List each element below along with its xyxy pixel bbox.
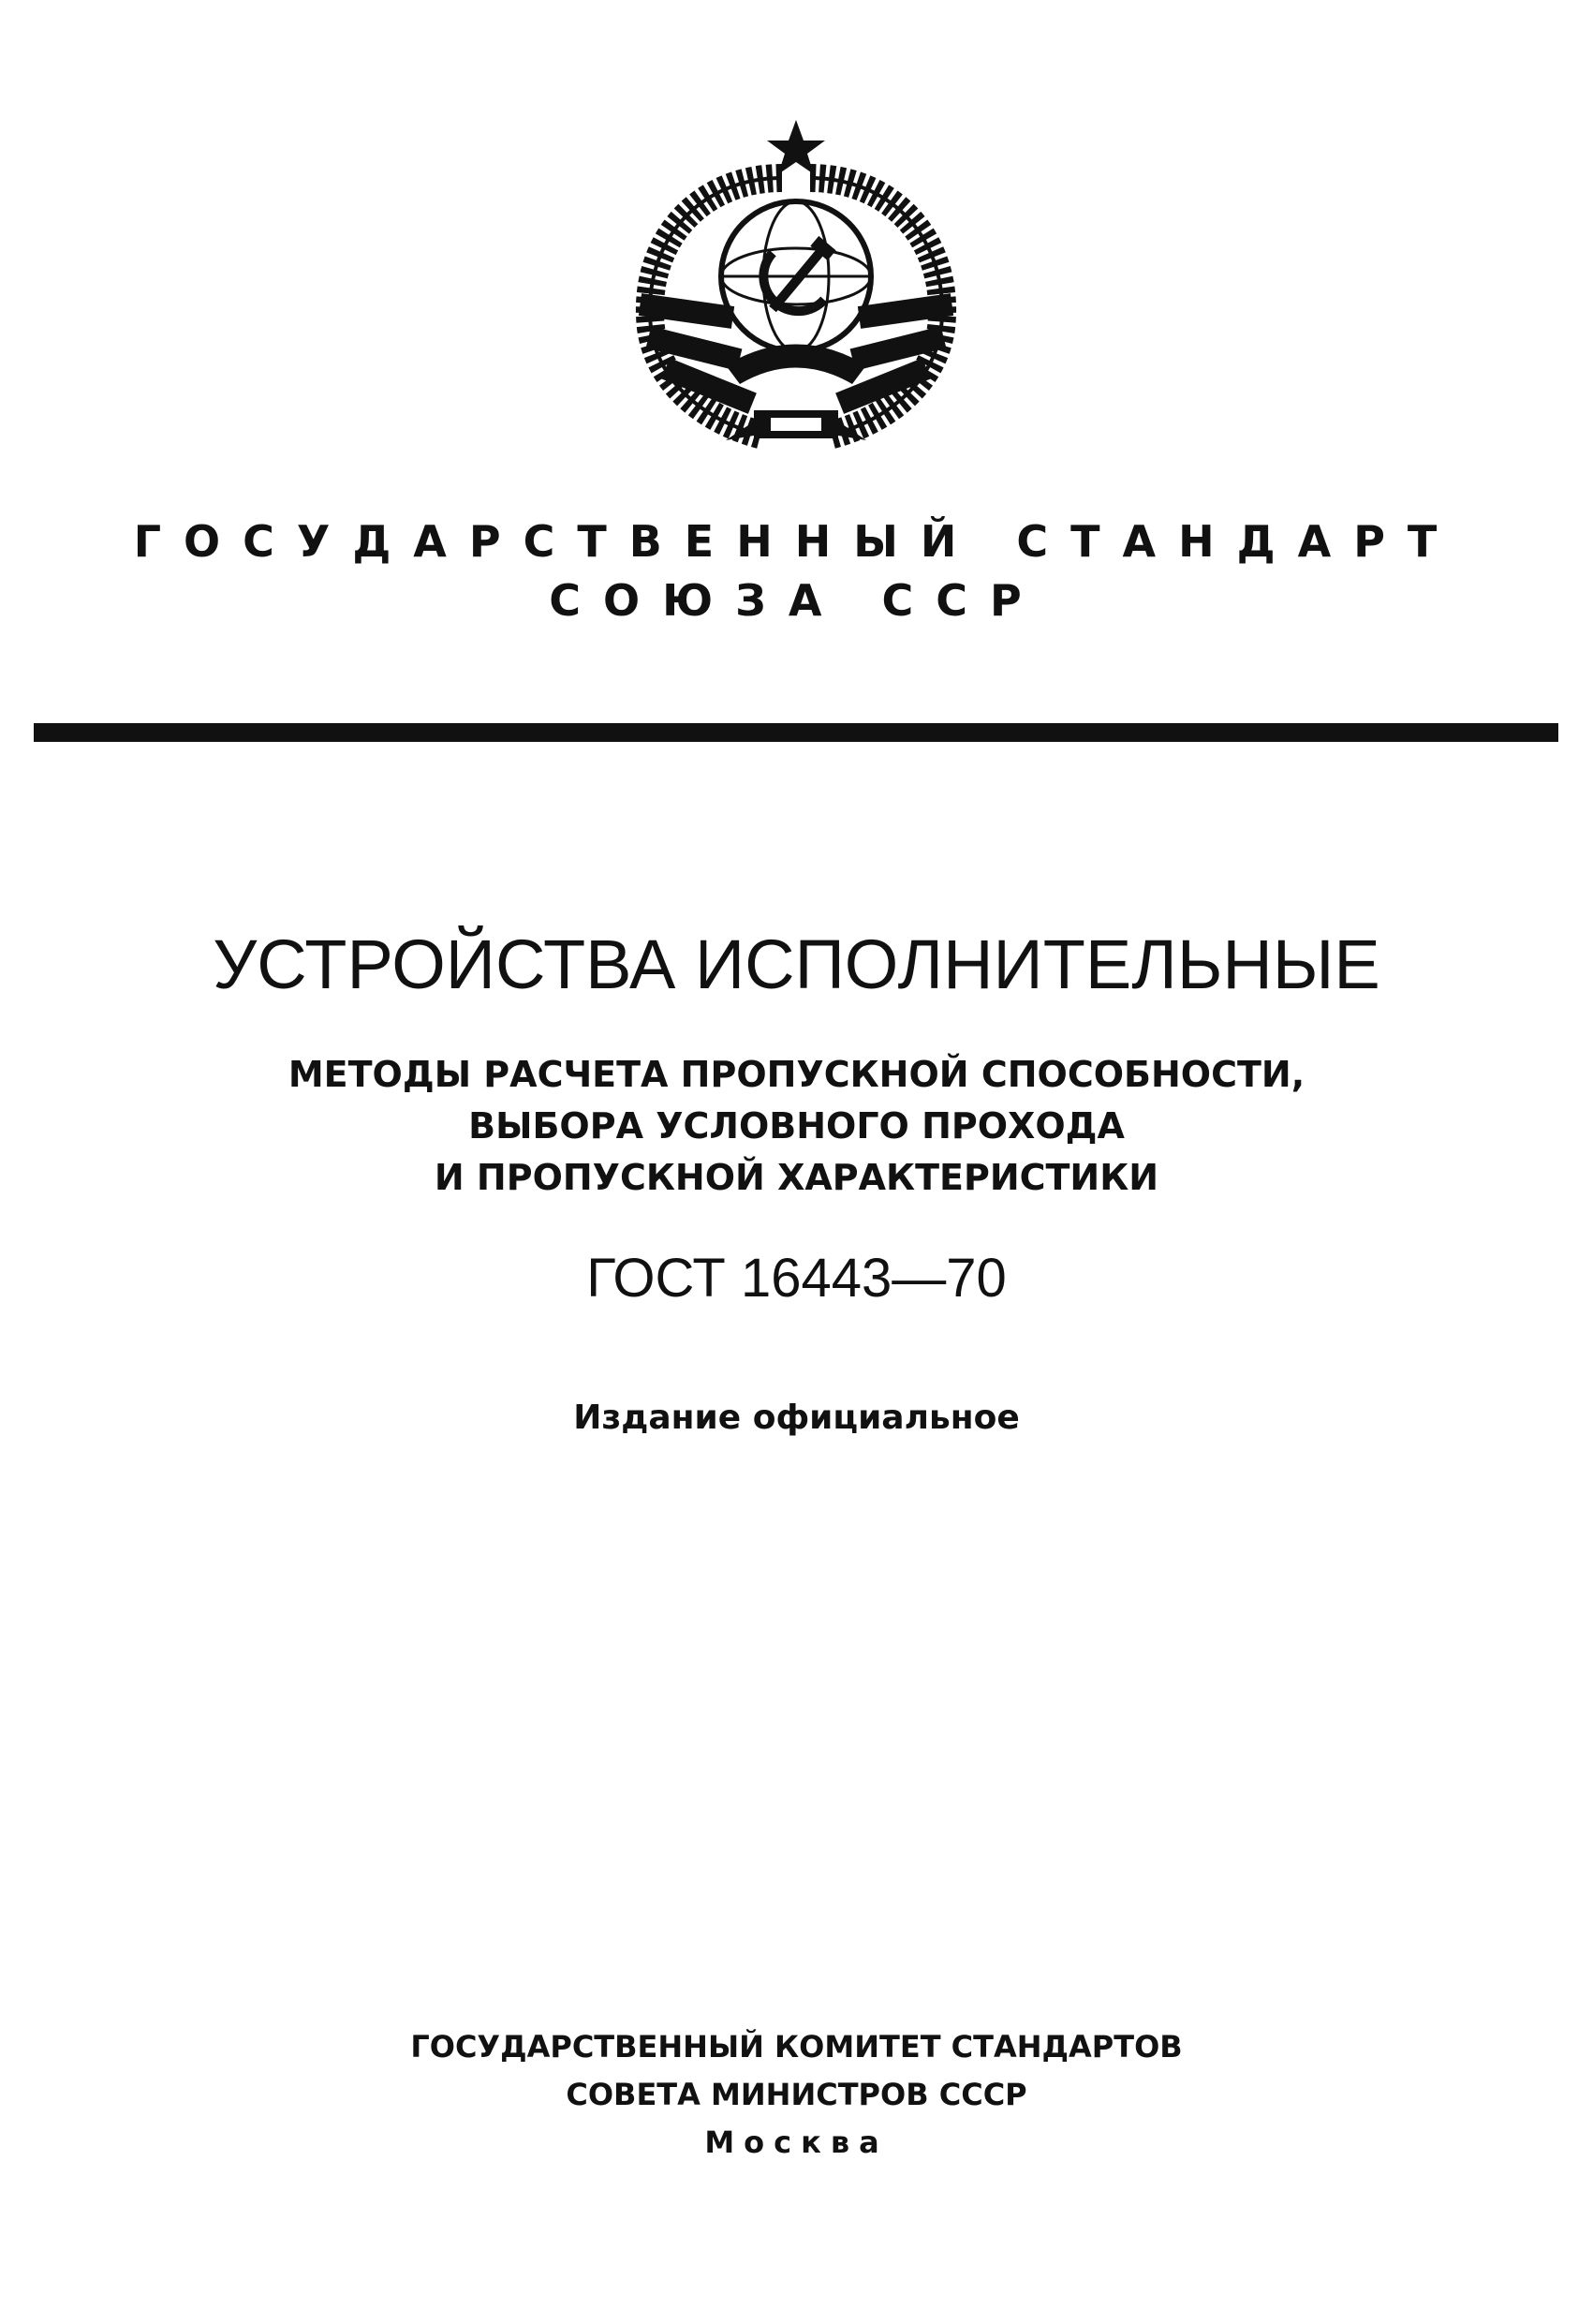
emblem-icon [613,112,979,459]
ussr-emblem-image [613,112,979,459]
publisher-block [0,2023,1593,2167]
subtitle-line: МЕТОДЫ РАСЧЕТА ПРОПУСКНОЙ СПОСОБНОСТИ, [288,1054,1305,1095]
subtitle-line: И ПРОПУСКНОЙ ХАРАКТЕРИСТИКИ [434,1157,1159,1198]
publisher-line: ГОСУДАРСТВЕННЫЙ КОМИТЕТ СТАНДАРТОВ [410,2029,1183,2065]
publisher-line: СОВЕТА МИНИСТРОВ СССР [566,2077,1027,2112]
header-state-standard: ГОСУДАРСТВЕННЫЙ СТАНДАРТ [133,516,1460,567]
standard-number: ГОСТ 16443—70 [586,1248,1007,1309]
header-ussr: СОЮЗА ССР [549,575,1044,626]
edition-label: Издание официальное [573,1399,1020,1437]
horizontal-rule [34,723,1558,742]
subtitle-line: ВЫБОРА УСЛОВНОГО ПРОХОДА [468,1105,1125,1147]
document-subtitle [0,1049,1593,1204]
publisher-city: Москва [704,2124,889,2160]
document-title: УСТРОЙСТВА ИСПОЛНИТЕЛЬНЫЕ [213,925,1380,1003]
